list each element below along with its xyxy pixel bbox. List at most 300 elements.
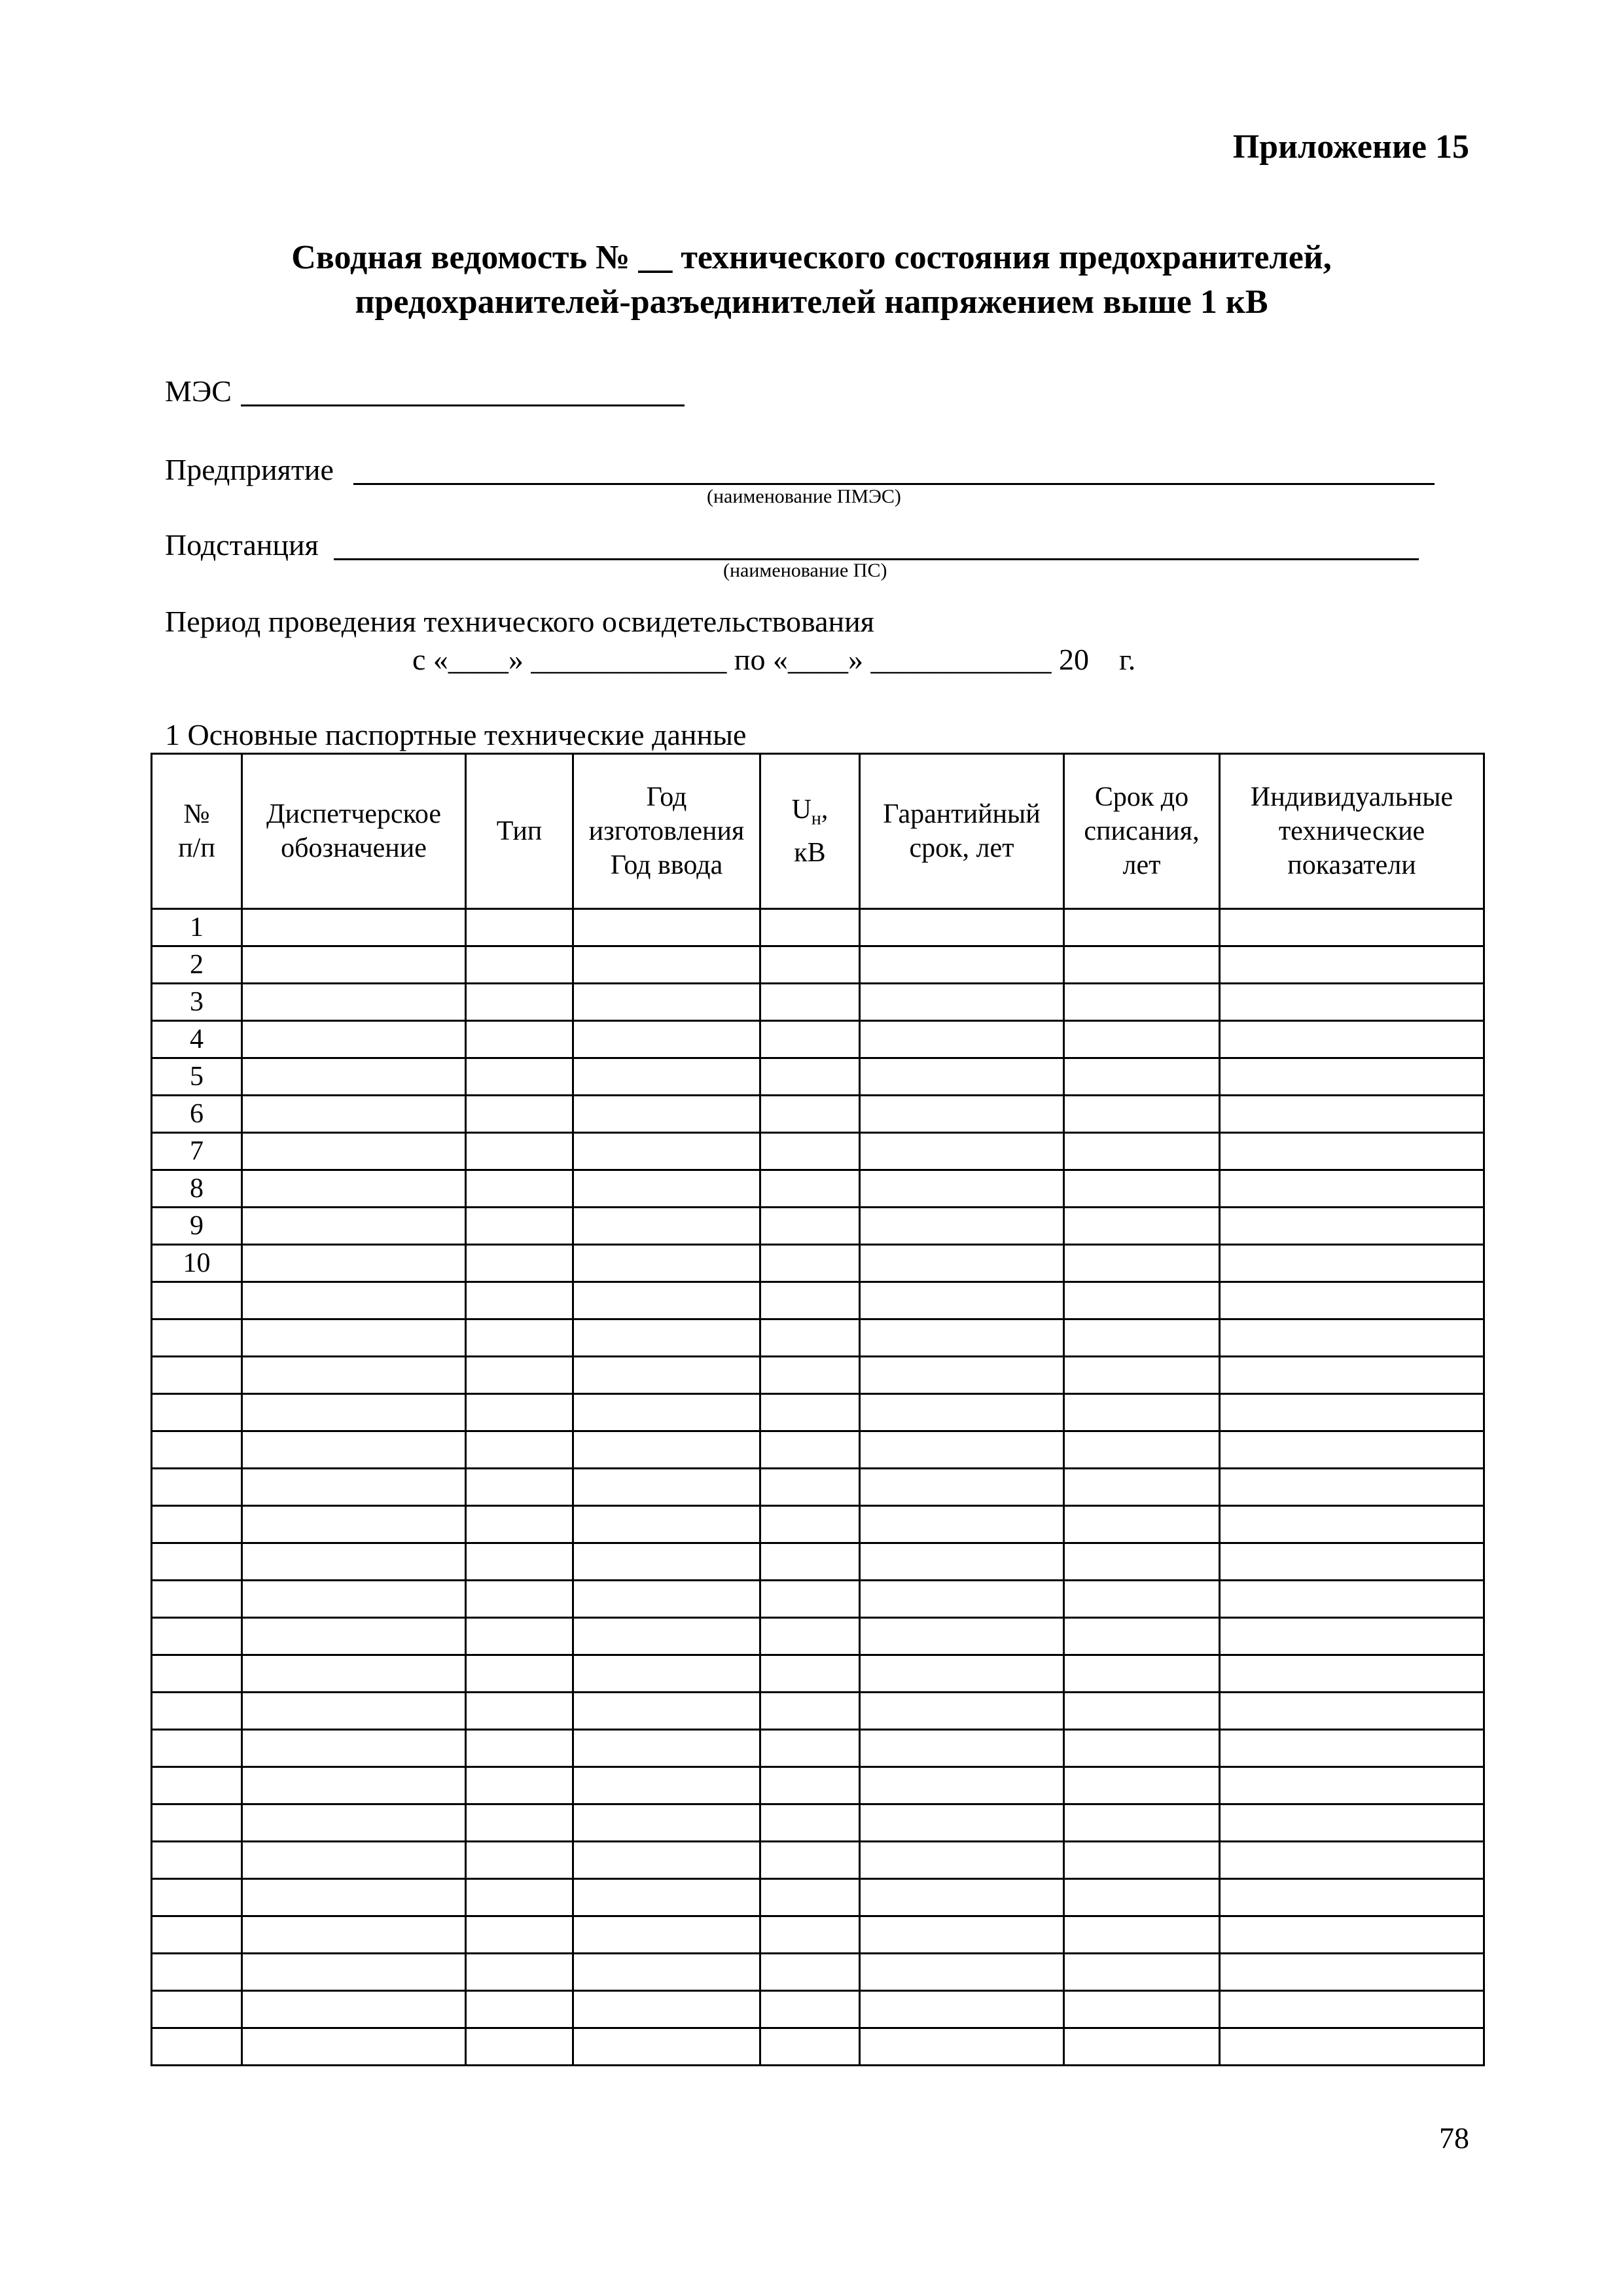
table-cell[interactable] — [760, 1804, 860, 1842]
table-cell[interactable] — [760, 946, 860, 984]
table-cell[interactable] — [573, 1357, 760, 1394]
row-number-cell — [152, 1282, 242, 1319]
table-cell[interactable] — [860, 1469, 1064, 1506]
table-cell[interactable] — [466, 1133, 573, 1170]
table-cell[interactable] — [860, 1133, 1064, 1170]
table-cell[interactable] — [1220, 1916, 1484, 1954]
table-cell[interactable] — [242, 1208, 466, 1245]
table-cell[interactable] — [860, 1431, 1064, 1469]
table-cell[interactable] — [242, 1431, 466, 1469]
table-cell[interactable] — [760, 984, 860, 1021]
table-cell[interactable] — [760, 1879, 860, 1916]
table-cell[interactable] — [1220, 1469, 1484, 1506]
table-cell[interactable] — [1064, 1804, 1220, 1842]
row-number-cell — [152, 1581, 242, 1618]
title-line-1: Сводная ведомость № __ технического состояния предохранителей, — [291, 239, 1332, 276]
table-cell[interactable] — [573, 1730, 760, 1767]
table-cell[interactable] — [1064, 1170, 1220, 1208]
table-cell[interactable] — [466, 1469, 573, 1506]
col-header-warranty: Гарантийный срок, лет — [860, 754, 1064, 909]
row-number-cell — [152, 1842, 242, 1879]
table-cell[interactable] — [1064, 1357, 1220, 1394]
table-cell[interactable] — [242, 909, 466, 946]
table-cell[interactable] — [466, 1394, 573, 1431]
table-cell[interactable] — [242, 1133, 466, 1170]
table-cell[interactable] — [1064, 1916, 1220, 1954]
row-number-cell — [152, 1954, 242, 1991]
table-cell[interactable] — [760, 1655, 860, 1693]
table-cell[interactable] — [1220, 1058, 1484, 1096]
table-cell[interactable] — [860, 1394, 1064, 1431]
table-row — [152, 1469, 1484, 1506]
table-cell[interactable] — [573, 1842, 760, 1879]
table-cell[interactable] — [466, 1543, 573, 1581]
table-cell[interactable] — [860, 1804, 1064, 1842]
row-number-cell — [152, 1357, 242, 1394]
row-number-cell — [152, 1693, 242, 1730]
table-row — [152, 1954, 1484, 1991]
table-cell[interactable] — [760, 1506, 860, 1543]
table-cell[interactable] — [1220, 1581, 1484, 1618]
table-cell[interactable] — [1220, 1767, 1484, 1804]
table-row — [152, 1357, 1484, 1394]
table-cell[interactable] — [573, 1767, 760, 1804]
table-cell[interactable] — [860, 1282, 1064, 1319]
table-cell[interactable] — [573, 1693, 760, 1730]
table-cell[interactable] — [466, 1170, 573, 1208]
table-cell[interactable] — [242, 1804, 466, 1842]
row-number-cell: 5 — [152, 1058, 242, 1096]
table-header-row — [152, 754, 1484, 909]
table-cell[interactable] — [242, 1394, 466, 1431]
table-cell[interactable] — [466, 1282, 573, 1319]
table-cell[interactable] — [760, 1357, 860, 1394]
table-cell[interactable] — [1064, 1730, 1220, 1767]
table-cell[interactable] — [760, 1058, 860, 1096]
row-number-cell — [152, 1804, 242, 1842]
period-label: Период проведения технического освидетельствования — [165, 605, 874, 638]
table-row — [152, 946, 1484, 984]
table-cell[interactable] — [860, 1655, 1064, 1693]
table-cell[interactable] — [1220, 1170, 1484, 1208]
substation-label: Подстанция — [165, 528, 319, 562]
table-row — [152, 2028, 1484, 2066]
table-cell[interactable] — [466, 1730, 573, 1767]
table-cell[interactable] — [860, 1767, 1064, 1804]
table-row — [152, 984, 1484, 1021]
table-cell[interactable] — [242, 1954, 466, 1991]
table-cell[interactable] — [1064, 1282, 1220, 1319]
table-cell[interactable] — [466, 1208, 573, 1245]
table-cell[interactable] — [1064, 1506, 1220, 1543]
table-cell[interactable] — [1220, 1394, 1484, 1431]
table-cell[interactable] — [1220, 1954, 1484, 1991]
table-cell[interactable] — [1220, 946, 1484, 984]
table-cell[interactable] — [466, 2028, 573, 2066]
table-row — [152, 1618, 1484, 1655]
table-row — [152, 1655, 1484, 1693]
table-cell[interactable] — [760, 1208, 860, 1245]
table-cell[interactable] — [760, 1133, 860, 1170]
row-number-cell — [152, 1879, 242, 1916]
table-cell[interactable] — [573, 1804, 760, 1842]
table-cell[interactable] — [860, 1319, 1064, 1357]
table-cell[interactable] — [1064, 1581, 1220, 1618]
table-cell[interactable] — [466, 1991, 573, 2028]
table-cell[interactable] — [466, 1842, 573, 1879]
table-cell[interactable] — [1220, 1543, 1484, 1581]
table-cell[interactable] — [242, 1991, 466, 2028]
table-cell[interactable] — [466, 1357, 573, 1394]
table-row — [152, 1991, 1484, 2028]
table-cell[interactable] — [1220, 909, 1484, 946]
table-cell[interactable] — [573, 1543, 760, 1581]
table-cell[interactable] — [466, 1954, 573, 1991]
table-cell[interactable] — [760, 1618, 860, 1655]
table-cell[interactable] — [573, 1245, 760, 1282]
table-cell[interactable] — [1064, 909, 1220, 946]
table-cell[interactable] — [1064, 1842, 1220, 1879]
table-cell[interactable] — [760, 1319, 860, 1357]
table-cell[interactable] — [860, 1208, 1064, 1245]
table-cell[interactable] — [242, 1693, 466, 1730]
table-cell[interactable] — [242, 1021, 466, 1058]
table-row — [152, 1916, 1484, 1954]
appendix-label: Приложение 15 — [1232, 128, 1469, 166]
table-cell[interactable] — [466, 1021, 573, 1058]
table-cell[interactable] — [1220, 1991, 1484, 2028]
table-cell[interactable] — [1064, 1693, 1220, 1730]
table-cell[interactable] — [760, 1096, 860, 1133]
mes-label: МЭС — [165, 374, 232, 408]
table-cell[interactable] — [1220, 1693, 1484, 1730]
col-header-voltage: $U_н$, кВ — [760, 754, 860, 909]
table-cell[interactable] — [466, 1767, 573, 1804]
row-number-cell — [152, 1618, 242, 1655]
enterprise-label: Предприятие — [165, 453, 334, 486]
table-row — [152, 1506, 1484, 1543]
table-cell[interactable] — [573, 1170, 760, 1208]
table-cell[interactable] — [760, 1916, 860, 1954]
table-cell[interactable] — [860, 1730, 1064, 1767]
table-cell[interactable] — [242, 1469, 466, 1506]
table-cell[interactable] — [573, 1058, 760, 1096]
table-cell[interactable] — [860, 1581, 1064, 1618]
table-cell[interactable] — [1220, 1021, 1484, 1058]
table-row — [152, 1282, 1484, 1319]
table-cell[interactable] — [1220, 1506, 1484, 1543]
table-row — [152, 1096, 1484, 1133]
table-row — [152, 1021, 1484, 1058]
table-cell[interactable] — [1220, 1208, 1484, 1245]
table-cell[interactable] — [1220, 1655, 1484, 1693]
table-cell[interactable] — [1220, 1804, 1484, 1842]
col-header-writeoff: Срок до списания, лет — [1064, 754, 1220, 909]
table-cell[interactable] — [466, 984, 573, 1021]
table-cell[interactable] — [1064, 1767, 1220, 1804]
table-cell[interactable] — [466, 1916, 573, 1954]
enterprise-field[interactable] — [353, 483, 1435, 485]
table-cell[interactable] — [573, 1655, 760, 1693]
row-number-cell: 9 — [152, 1208, 242, 1245]
table-cell[interactable] — [860, 1245, 1064, 1282]
table-cell[interactable] — [242, 1245, 466, 1282]
table-cell[interactable] — [1064, 1394, 1220, 1431]
table-cell[interactable] — [1064, 1618, 1220, 1655]
row-number-cell — [152, 1394, 242, 1431]
table-row — [152, 1693, 1484, 1730]
table-cell[interactable] — [1064, 1021, 1220, 1058]
table-cell[interactable] — [860, 2028, 1064, 2066]
table-cell[interactable] — [760, 2028, 860, 2066]
table-cell[interactable] — [860, 1991, 1064, 2028]
row-number-cell — [152, 1469, 242, 1506]
table-cell[interactable] — [1064, 1543, 1220, 1581]
table-cell[interactable] — [860, 1693, 1064, 1730]
table-cell[interactable] — [1220, 1879, 1484, 1916]
row-number-cell — [152, 1916, 242, 1954]
table-cell[interactable] — [466, 1431, 573, 1469]
table-cell[interactable] — [573, 1021, 760, 1058]
table-cell[interactable] — [573, 946, 760, 984]
table-cell[interactable] — [573, 1506, 760, 1543]
table-cell[interactable] — [860, 946, 1064, 984]
table-cell[interactable] — [242, 1357, 466, 1394]
substation-hint: (наименование ПС) — [723, 560, 887, 581]
table-cell[interactable] — [1220, 1730, 1484, 1767]
table-cell[interactable] — [1220, 1618, 1484, 1655]
page-number: 78 — [1439, 2121, 1469, 2155]
table-cell[interactable] — [242, 1879, 466, 1916]
table-cell[interactable] — [242, 1618, 466, 1655]
table-cell[interactable] — [760, 1693, 860, 1730]
table-cell[interactable] — [860, 1879, 1064, 1916]
table-cell[interactable] — [1064, 1954, 1220, 1991]
table-row — [152, 1431, 1484, 1469]
table-cell[interactable] — [1064, 2028, 1220, 2066]
table-cell[interactable] — [573, 1394, 760, 1431]
table-cell[interactable] — [860, 1916, 1064, 1954]
table-cell[interactable] — [860, 1357, 1064, 1394]
table-cell[interactable] — [573, 1991, 760, 2028]
table-row — [152, 1581, 1484, 1618]
table-cell[interactable] — [760, 1842, 860, 1879]
mes-field[interactable] — [241, 404, 685, 406]
row-number-cell: 2 — [152, 946, 242, 984]
table-body — [152, 909, 1484, 2066]
table-cell[interactable] — [860, 1021, 1064, 1058]
table-cell[interactable] — [760, 909, 860, 946]
row-number-cell — [152, 1543, 242, 1581]
row-number-cell: 10 — [152, 1245, 242, 1282]
table-row — [152, 1842, 1484, 1879]
table-cell[interactable] — [860, 1543, 1064, 1581]
table-row — [152, 1245, 1484, 1282]
table-cell[interactable] — [466, 1618, 573, 1655]
table-cell[interactable] — [1064, 1133, 1220, 1170]
table-cell[interactable] — [760, 1394, 860, 1431]
col-header-dispatcher-designation: Диспетчерское обозначение — [242, 754, 466, 909]
row-number-cell — [152, 1431, 242, 1469]
table-row — [152, 1767, 1484, 1804]
table-cell[interactable] — [573, 1096, 760, 1133]
table-cell[interactable] — [242, 1319, 466, 1357]
table-cell[interactable] — [242, 1730, 466, 1767]
table-cell[interactable] — [760, 1282, 860, 1319]
table-cell[interactable] — [466, 1096, 573, 1133]
table-cell[interactable] — [242, 1842, 466, 1879]
table-cell[interactable] — [1220, 1245, 1484, 1282]
row-number-cell — [152, 1730, 242, 1767]
table-cell[interactable] — [1064, 1208, 1220, 1245]
col-header-number: № п/п — [152, 754, 242, 909]
table-cell[interactable] — [1220, 984, 1484, 1021]
col-header-individual-indicators: Индивидуальные технические показатели — [1220, 754, 1484, 909]
table-cell[interactable] — [466, 909, 573, 946]
table-cell[interactable] — [760, 1469, 860, 1506]
row-number-cell: 3 — [152, 984, 242, 1021]
table-cell[interactable] — [760, 1730, 860, 1767]
table-cell[interactable] — [466, 1693, 573, 1730]
table-cell[interactable] — [1064, 1431, 1220, 1469]
table-cell[interactable] — [466, 1506, 573, 1543]
row-number-cell: 6 — [152, 1096, 242, 1133]
table-cell[interactable] — [860, 1954, 1064, 1991]
table-cell[interactable] — [760, 1991, 860, 2028]
table-row — [152, 1319, 1484, 1357]
table-cell[interactable] — [242, 946, 466, 984]
table-cell[interactable] — [1220, 1282, 1484, 1319]
table-cell[interactable] — [573, 1319, 760, 1357]
table-cell[interactable] — [860, 1058, 1064, 1096]
table-row — [152, 1394, 1484, 1431]
table-cell[interactable] — [1064, 1469, 1220, 1506]
table-cell[interactable] — [573, 2028, 760, 2066]
row-number-cell: 1 — [152, 909, 242, 946]
table-cell[interactable] — [242, 984, 466, 1021]
table-cell[interactable] — [860, 1096, 1064, 1133]
table-cell[interactable] — [242, 1506, 466, 1543]
table-cell[interactable] — [573, 1469, 760, 1506]
table-cell[interactable] — [466, 1319, 573, 1357]
table-cell[interactable] — [242, 1170, 466, 1208]
table-cell[interactable] — [860, 1842, 1064, 1879]
table-cell[interactable] — [242, 1096, 466, 1133]
row-number-cell — [152, 1506, 242, 1543]
row-number-cell — [152, 2028, 242, 2066]
table-cell[interactable] — [1064, 1319, 1220, 1357]
table-cell[interactable] — [466, 1581, 573, 1618]
table-cell[interactable] — [860, 1170, 1064, 1208]
table-cell[interactable] — [1220, 2028, 1484, 2066]
period-dates: с «____» _____________ по «____» ____________ 20 г. — [412, 643, 1136, 676]
table-cell[interactable] — [573, 1581, 760, 1618]
table-cell[interactable] — [1064, 984, 1220, 1021]
table-cell[interactable] — [1220, 1133, 1484, 1170]
table-row — [152, 1804, 1484, 1842]
table-cell[interactable] — [760, 1245, 860, 1282]
table-row — [152, 1133, 1484, 1170]
table-cell[interactable] — [1064, 1655, 1220, 1693]
table-row — [152, 909, 1484, 946]
enterprise-hint: (наименование ПМЭС) — [707, 486, 901, 507]
table-cell[interactable] — [1064, 1879, 1220, 1916]
row-number-cell: 7 — [152, 1133, 242, 1170]
title-line-2: предохранителей-разъединителей напряжением выше 1 кВ — [355, 283, 1268, 321]
row-number-cell: 8 — [152, 1170, 242, 1208]
table-cell[interactable] — [1220, 1431, 1484, 1469]
table-cell[interactable] — [573, 1133, 760, 1170]
table-cell[interactable] — [242, 1543, 466, 1581]
table-cell[interactable] — [466, 1879, 573, 1916]
table-cell[interactable] — [242, 1767, 466, 1804]
table-cell[interactable] — [466, 1058, 573, 1096]
table-cell[interactable] — [573, 1618, 760, 1655]
table-cell[interactable] — [1064, 1096, 1220, 1133]
table-cell[interactable] — [760, 1767, 860, 1804]
table-cell[interactable] — [573, 1431, 760, 1469]
table-cell[interactable] — [1220, 1842, 1484, 1879]
table-cell[interactable] — [760, 1021, 860, 1058]
table-cell[interactable] — [573, 1208, 760, 1245]
table-cell[interactable] — [860, 1618, 1064, 1655]
table-cell[interactable] — [242, 2028, 466, 2066]
table-cell[interactable] — [466, 1655, 573, 1693]
table-cell[interactable] — [242, 1282, 466, 1319]
table-cell[interactable] — [860, 909, 1064, 946]
table-cell[interactable] — [242, 1581, 466, 1618]
table-cell[interactable] — [760, 1543, 860, 1581]
table-cell[interactable] — [573, 1879, 760, 1916]
table-cell[interactable] — [573, 909, 760, 946]
table-cell[interactable] — [573, 1916, 760, 1954]
table-cell[interactable] — [573, 984, 760, 1021]
row-number-cell — [152, 1767, 242, 1804]
table-cell[interactable] — [760, 1581, 860, 1618]
row-number-cell — [152, 1991, 242, 2028]
table-cell[interactable] — [760, 1170, 860, 1208]
table-cell[interactable] — [242, 1058, 466, 1096]
row-number-cell — [152, 1655, 242, 1693]
table-cell[interactable] — [860, 984, 1064, 1021]
section-title: 1 Основные паспортные технические данные — [165, 718, 747, 751]
table-cell[interactable] — [1064, 1991, 1220, 2028]
table-cell[interactable] — [1064, 1058, 1220, 1096]
table-cell[interactable] — [242, 1916, 466, 1954]
table-cell[interactable] — [242, 1655, 466, 1693]
table-row — [152, 1879, 1484, 1916]
col-header-type: Тип — [466, 754, 573, 909]
table-cell[interactable] — [573, 1282, 760, 1319]
table-cell[interactable] — [1220, 1357, 1484, 1394]
table-cell[interactable] — [760, 1954, 860, 1991]
passport-data-table — [151, 753, 1485, 2066]
table-row — [152, 1058, 1484, 1096]
table-cell[interactable] — [860, 1506, 1064, 1543]
row-number-cell — [152, 1319, 242, 1357]
table-cell[interactable] — [573, 1954, 760, 1991]
table-cell[interactable] — [1220, 1096, 1484, 1133]
table-cell[interactable] — [1064, 1245, 1220, 1282]
table-cell[interactable] — [1064, 946, 1220, 984]
table-cell[interactable] — [1220, 1319, 1484, 1357]
table-cell[interactable] — [466, 1245, 573, 1282]
table-cell[interactable] — [466, 946, 573, 984]
table-row — [152, 1730, 1484, 1767]
row-number-cell: 4 — [152, 1021, 242, 1058]
table-cell[interactable] — [760, 1431, 860, 1469]
table-cell[interactable] — [466, 1804, 573, 1842]
